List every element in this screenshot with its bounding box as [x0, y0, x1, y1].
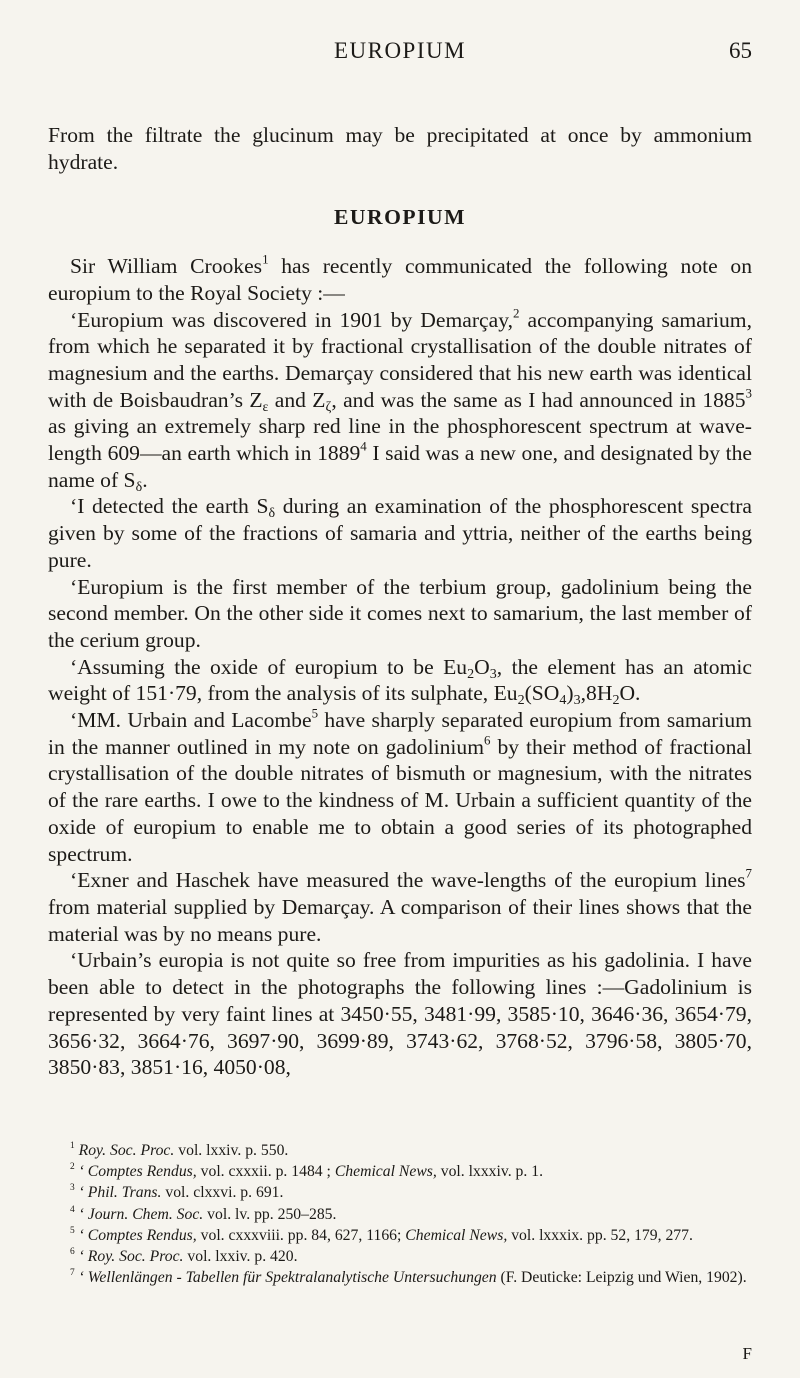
- running-head: [48, 38, 752, 78]
- footnote-ref: 7: [745, 865, 752, 881]
- footnote-ref: 4: [360, 438, 367, 454]
- intro-paragraph: From the filtrate the glucinum may be precipitated at once by ammonium hydrate.: [48, 123, 752, 174]
- footnote-ref: 5: [311, 705, 319, 721]
- footnote-1: $^1$ Roy. Soc. Proc. vol. lxxiv. p. 550.: [70, 1140, 289, 1159]
- footnote-ref: 2: [513, 304, 520, 320]
- footnote-ref: 1: [262, 251, 269, 267]
- paragraph-2: ‘Europium was discovered in 1901 by Demarçay,$^2$ accompanying samarium, from which he separated it by fractional crystallisation of the double nitrates of magnesium and the earths. Demarçay considered that his new earth was identical with de Boisbaudran’s $Z_\varepsilon$ and $Z_\zeta$, and was the same as I had announced in 1885$^3$ as giving an extremely sharp red line in the phosphorescent spectrum at wave-length 609—an earth which in 1889$^4$ I said was a new one, and designated by the name of $S_\delta$.: [48, 304, 752, 495]
- page-number: 65: [729, 38, 752, 63]
- paragraph-7: ‘Exner and Haschek have measured the wave-lengths of the europium lines$^7$ from material supplied by Demarçay. A comparison of their lines shows that the material was by no means pure.: [48, 865, 752, 946]
- paragraph-5: ‘Assuming the oxide of europium to be $Eu_2O_3$, the element has an atomic weight of 151·79, from the analysis of its sulphate, $Eu_2(SO_4)_3,8H_2O$.: [48, 654, 752, 709]
- footnote-ref: 3: [745, 384, 752, 400]
- footnotes: [48, 1140, 752, 1288]
- paragraph-1: Sir William Crookes$^1$ has recently communicated the following note on europium to the Royal Society :—: [48, 251, 752, 305]
- section-title: EUROPIUM: [334, 205, 466, 230]
- footnote-ref: 6: [484, 732, 491, 748]
- footnote-3: $^3$ ‘ Phil. Trans. vol. clxxvi. p. 691.: [70, 1183, 284, 1202]
- paragraph-8: ‘Urbain’s europia is not quite so free from impurities as his gadolinia. I have been able to detect in the photographs the following lines :—Gadolinium is represented by very faint lines at 3450·55, 3481·99, 3585·10, 3646·36, 3654·79, 3656·32, 3664·76, 3697·90, 3699·89, 3743·62, 3768·52, 3796·58, 3805·70, 3850·83, 3851·16, 4050·08,: [48, 948, 752, 1080]
- paragraph-3: ‘I detected the earth $S_\delta$ during an examination of the phosphorescent spectra given by some of the fractions of samaria and yttria, neither of the earths being pure.: [48, 494, 752, 572]
- footnote-5: $^5$ ‘ Comptes Rendus, vol. cxxxviii. pp. 84, 627, 1166; Chemical News, vol. lxxxix. pp. 52, 179, 277.: [70, 1225, 693, 1244]
- signature-mark: F: [742, 1344, 752, 1363]
- footnote-7: $^7$ ‘ Wellenlängen - Tabellen für Spektralanalytische Untersuchungen (F. Deuticke: Leipzig und Wien, 1902).: [70, 1268, 747, 1287]
- body-text: [48, 122, 752, 1081]
- running-title: EUROPIUM: [333, 38, 467, 63]
- footnote-2: $^2$ ‘ Comptes Rendus, vol. cxxxii. p. 1484 ; Chemical News, vol. lxxxiv. p. 1.: [70, 1162, 543, 1181]
- paragraph-6: ‘MM. Urbain and Lacombe$^5$ have sharply separated europium from samarium in the manner outlined in my note on gadolinium$^6$ by their method of fractional crystallisation of the double nitrates of bismuth or magnesium, with the nitrates of the rare earths. I owe to the kindness of M. Urbain a sufficient quantity of the oxide of europium to enable me to obtain a good series of its photographed spectrum.: [48, 705, 752, 866]
- paragraph-4: ‘Europium is the first member of the terbium group, gadolinium being the second member. On the other side it comes next to samarium, the last member of the cerium group.: [48, 574, 752, 652]
- footnote-6: $^6$ ‘ Roy. Soc. Proc. vol. lxxiv. p. 420.: [70, 1246, 298, 1266]
- footnote-4: $^4$ ‘ Journ. Chem. Soc. vol. lv. pp. 250–285.: [70, 1204, 337, 1223]
